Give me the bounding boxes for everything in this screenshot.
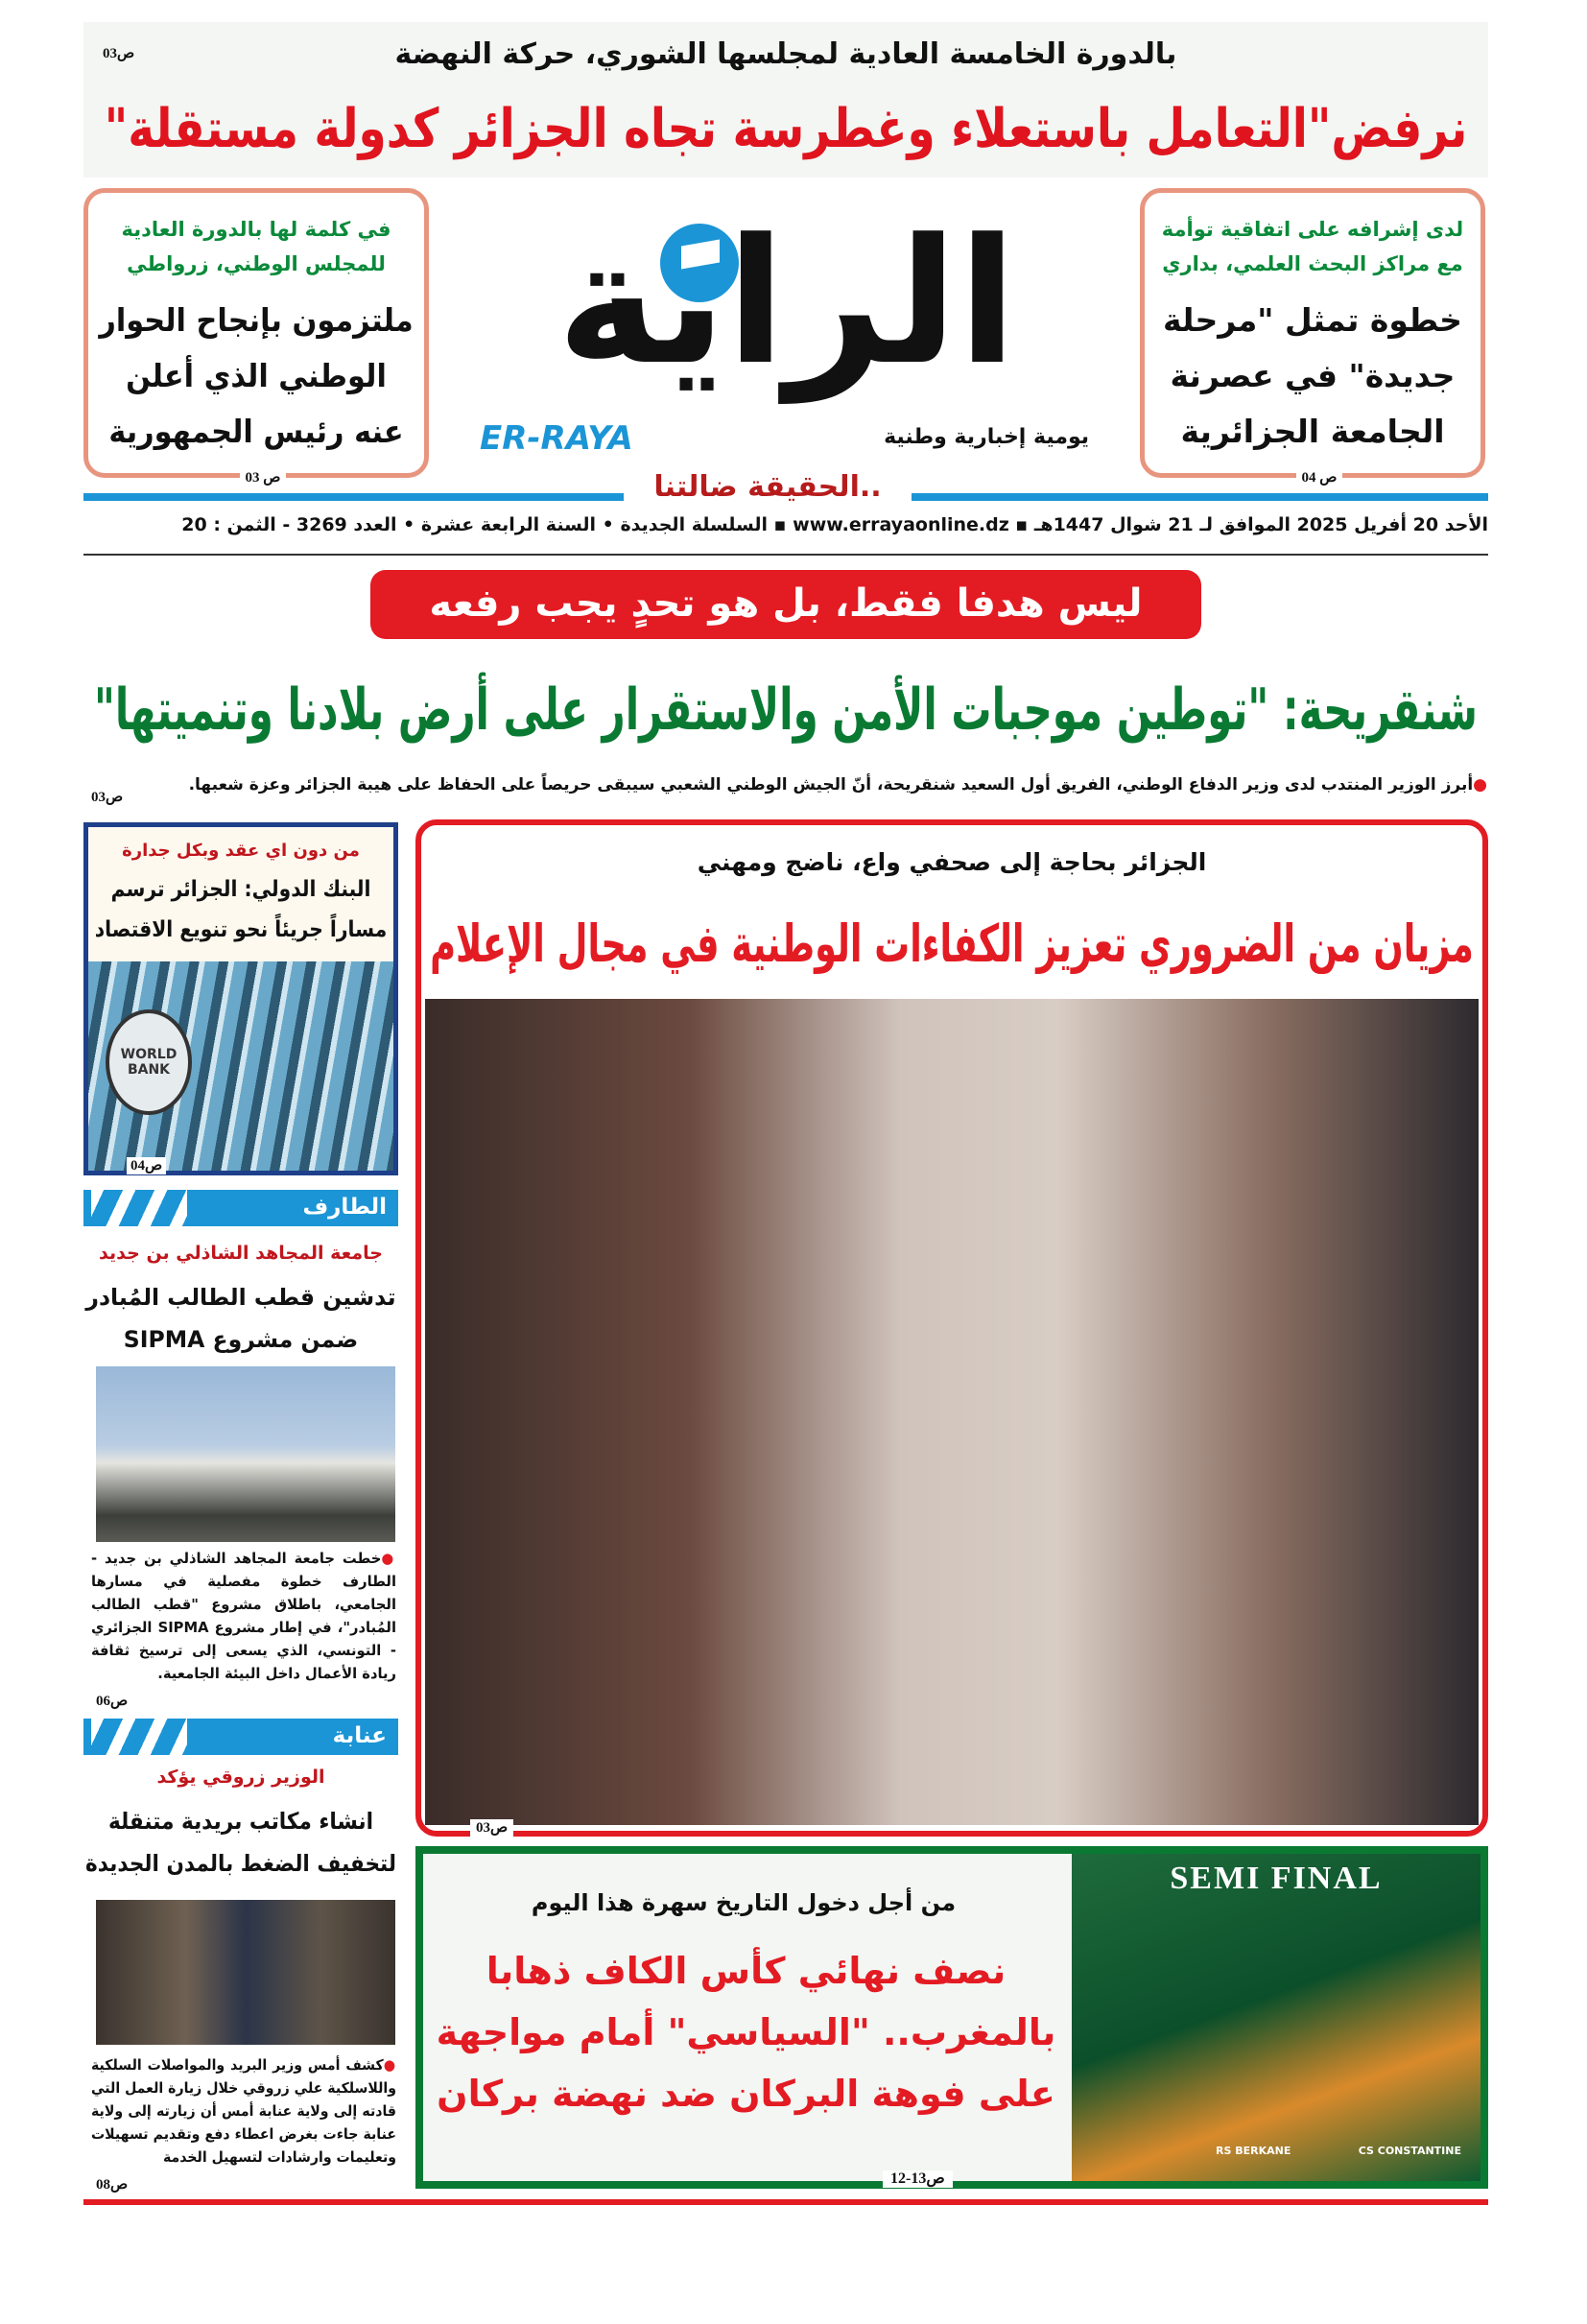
section-bar-annaba [83, 1719, 398, 1755]
sports-kicker: من أجل دخول التاريخ سهرة هذا اليوم [531, 1889, 957, 1916]
world-bank-story[interactable] [83, 822, 398, 1175]
page-ref: ص04 [127, 1157, 166, 1174]
main-story-headline[interactable]: مزيان من الضروري تعزيز الكفاءات الوطنية في مجال الإعلام [430, 913, 1474, 974]
masthead-slogan: ..الحقيقة ضالتنا [624, 470, 912, 505]
body-text: كشف أمس وزير البريد والمواصلات السلكية واللاسلكية علي زروقي خلال زيارة العمل التي قادته إلى ولاية عنابة أمس أن زيارته إلى ولاية عنابة جاءت بغرض اعطاء دفع وتقديم تسهيلات وتعليمات وارشادات لتسهيل الخدمة [91, 2056, 396, 2166]
bottom-rule [83, 2199, 1488, 2205]
story-headline[interactable]: تدشين قطب الطالب المُبادر ضمن مشروع SIPMA [85, 1284, 396, 1353]
teaser-kicker: في كلمة لها بالدورة العادية للمجلس الوطني، زرواطي [121, 218, 391, 275]
university-photo [96, 1366, 395, 1542]
masthead-latin: ER-RAYA [480, 419, 633, 458]
page-ref: ص03 [103, 46, 135, 61]
sports-headline[interactable]: نصف نهائي كأس الكاف ذهابا بالمغرب.. "السياسي" أمام مواجهة على فوهة البركان ضد نهضة بركان [436, 1950, 1056, 2115]
bullet-icon: ● [1473, 775, 1487, 794]
masthead-name: الراية [557, 202, 1017, 403]
team-label: RS BERKANE [1216, 2145, 1291, 2157]
bullet-icon: ● [383, 2056, 396, 2074]
dateline: الأحد 20 أفريل 2025 الموافق لـ 21 شوال 1447هـ ▪ www.errayaonline.dz ▪ السلسلة الجديدة • السنة الرابعة عشرة • العدد 3269 - الثمن : 20 [181, 514, 1488, 535]
section-label: الطارف [302, 1195, 387, 1220]
main-story-photo [425, 999, 1479, 1825]
top-story-headline[interactable]: نرفض"التعامل باستعلاء وغطرسة تجاه الجزائر كدولة مستقلة" [104, 98, 1468, 160]
masthead-tagline: يومية إخبارية وطنية [884, 425, 1089, 449]
page-ref: ص03 [91, 790, 124, 805]
teaser-kicker: لدى إشرافه على اتفاقية توأمة مع مراكز البحث العلمي، بداري [1161, 218, 1464, 275]
body-text: خطت جامعة المجاهد الشاذلي بن جديد - الطارف خطوة مفصلية في مسارها الجامعي، باطلاق مشروع "قطب الطالب المُبادر"، في إطار مشروع SIPMA الجزائري - التونسي، الذي يسعى إلى ترسيخ ثقافة ريادة الأعمال داخل البيئة الجامعية. [91, 1550, 396, 1682]
poster-title: SEMI FINAL [1170, 1861, 1383, 1896]
page-ref: ص03 [470, 1819, 513, 1837]
right-teaser-box[interactable] [1140, 188, 1485, 486]
lead-story-headline[interactable]: شنقريحة: "توطين موجبات الأمن والاستقرار على أرض بلادنا وتنميتها" [94, 676, 1478, 744]
bullet-icon: ● [381, 1550, 396, 1567]
minister-photo [96, 1900, 395, 2045]
world-bank-seal: WORLD BANK [106, 1009, 192, 1115]
story-body [91, 1547, 396, 1685]
stripes-icon [91, 1190, 187, 1226]
team-label: CS CONSTANTINE [1358, 2145, 1461, 2157]
main-story-kicker: الجزائر بحاجة إلى صحفي واع، ناضج ومهني [697, 848, 1207, 876]
section-label: عنابة [332, 1723, 387, 1748]
page-ref: ص13-12 [883, 2170, 953, 2188]
divider [83, 554, 1488, 556]
story-kicker: الوزير زروقي يؤكد [156, 1767, 325, 1788]
summary-text: أبرز الوزير المنتدب لدى وزير الدفاع الوطني، الفريق أول السعيد شنقريحة، أنّ الجيش الوطني الشعبي سيبقى حريصاً على الحفاظ على هيبة الجزائر وعزة شعبها. [188, 775, 1474, 794]
story-kicker: من دون اي عقد وبكل جدارة [122, 841, 360, 861]
pill-text: ليس هدفا فقط، بل هو تحدٍ يجب رفعه [429, 581, 1143, 626]
lead-story-pill [370, 570, 1201, 639]
section-bar-tarf [83, 1190, 398, 1226]
page-ref: ص08 [96, 2177, 129, 2193]
left-teaser-box[interactable] [83, 188, 429, 486]
lead-story-summary [163, 773, 1487, 796]
page-ref: ص06 [96, 1694, 129, 1709]
story-headline[interactable]: البنك الدولي: الجزائر ترسم مساراً جريئاً نحو تنويع الاقتصاد [94, 877, 388, 942]
main-story-box[interactable] [415, 819, 1488, 1837]
story-headline[interactable]: انشاء مكاتب بريدية متنقلة لتخفيف الضغط بالمدن الجديدة [85, 1808, 396, 1877]
stripes-icon [91, 1719, 187, 1755]
story-kicker: جامعة المجاهد الشاذلي بن جديد [99, 1243, 383, 1264]
top-story-kicker: بالدورة الخامسة العادية لمجلسها الشوري، حركة النهضة [394, 37, 1177, 71]
page-ref: ص 03 [240, 469, 287, 486]
semi-final-poster [1072, 1854, 1480, 2181]
teaser-headline[interactable]: خطوة تمثل "مرحلة جديدة" في عصرنة الجامعة الجزائرية [1163, 301, 1462, 450]
page-ref: ص 04 [1296, 469, 1343, 486]
story-body [91, 2053, 396, 2169]
top-story-banner[interactable] [83, 22, 1488, 178]
teaser-headline[interactable]: ملتزمون بإنجاح الحوار الوطني الذي أعلن عنه رئيس الجمهورية [99, 301, 414, 450]
masthead-logo [441, 197, 1132, 470]
